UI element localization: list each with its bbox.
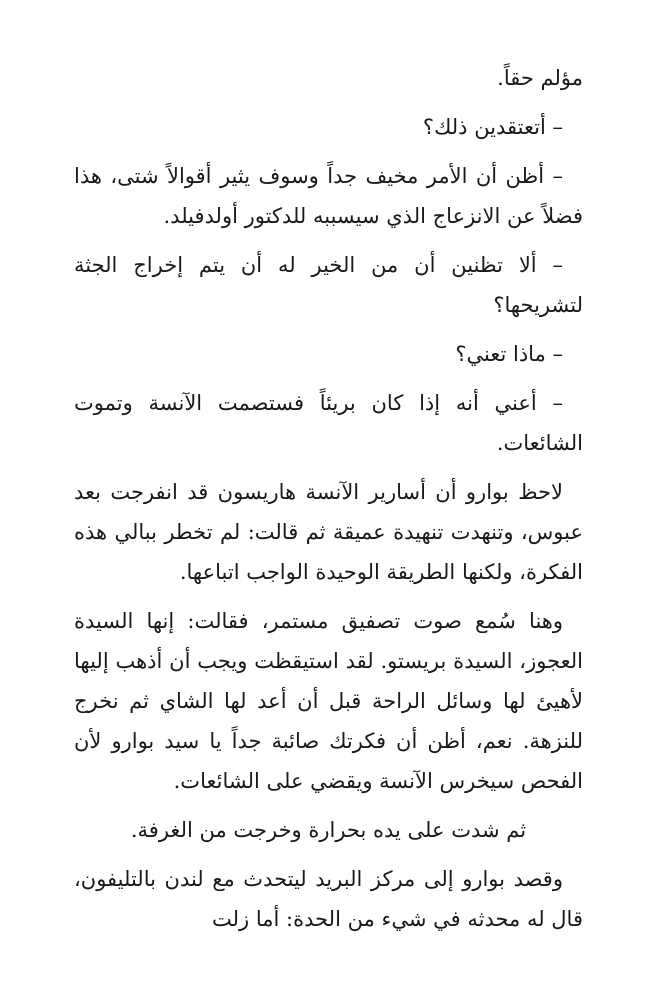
paragraph-2: – أتعتقدين ذلك؟ bbox=[422, 115, 563, 139]
paragraph-1: مؤلم حقاً. bbox=[497, 66, 583, 90]
paragraph-7: لاحظ بوارو أن أسارير الآنسة هاريسون قد انفرجت بعد عبوس، وتنهدت تنهيدة عميقة ثم قالت: لم تخطر ببالي هذه الفكرة، ولكنها الطريقة الوحيدة الواجب اتباعها. bbox=[74, 480, 583, 584]
paragraph-3: – أظن أن الأمر مخيف جداً وسوف يثير أقوالاً شتى، هذا فضلاً عن الانزعاج الذي سيسببه للدكتور أولدفيلد. bbox=[74, 164, 583, 228]
paragraph-9: ثم شدت على يده بحرارة وخرجت من الغرفة. bbox=[130, 818, 527, 842]
paragraph-5: – ماذا تعني؟ bbox=[455, 342, 563, 366]
paragraph-8: وهنا سُمع صوت تصفيق مستمر، فقالت: إنها السيدة العجوز، السيدة بريستو. لقد استيقظت ويجب أن أذهب إليها لأهيئ لها وسائل الراحة قبل أن أعد لها الشاي ثم نخرج للنزهة. نعم، أظن أن فكرتك صائبة جداً يا سيد بوارو لأن الفحص سيخرس الآنسة ويقضي على الشائعات. bbox=[74, 609, 583, 793]
document-page bbox=[74, 58, 583, 948]
paragraph-4: – ألا تظنين أن من الخير له أن يتم إخراج الجثة لتشريحها؟ bbox=[74, 253, 583, 317]
paragraph-6: – أعني أنه إذا كان بريئاً فستصمت الآنسة وتموت الشائعات. bbox=[74, 391, 583, 455]
paragraph-10: وقصد بوارو إلى مركز البريد ليتحدث مع لندن بالتليفون، قال له محدثه في شيء من الحدة: أما زلت bbox=[74, 867, 583, 931]
